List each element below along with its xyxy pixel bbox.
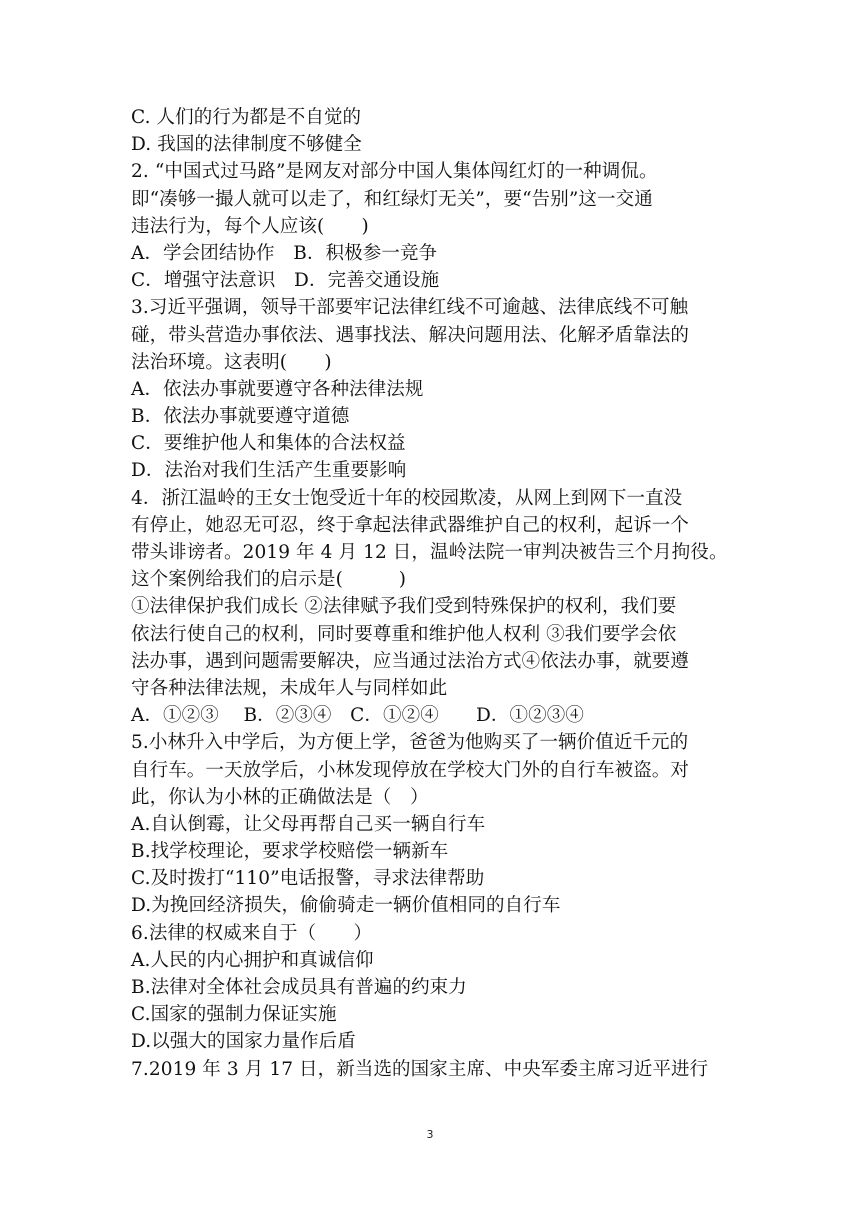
text-line: 2. “中国式过马路”是网友对部分中国人集体闯红灯的一种调侃。: [131, 161, 658, 183]
text-line: 4．浙江温岭的王女士饱受近十年的校园欺凌，从网上到网下一直没: [131, 487, 683, 509]
text-line: ①法律保护我们成长 ②法律赋予我们受到特殊保护的权利，我们要: [131, 596, 677, 618]
text-line: 这个案例给我们的启示是( ): [131, 569, 407, 591]
text-line: C.及时拨打“110”电话报警，寻求法律帮助: [131, 868, 485, 890]
text-line: A．依法办事就要遵守各种法律法规: [131, 378, 424, 400]
text-line: A．①②③ B．②③④ C．①②④ D．①②③④: [131, 705, 584, 727]
text-line: 7.2019 年 3 月 17 日，新当选的国家主席、中央军委主席习近平进行: [131, 1058, 709, 1080]
text-line: 带头诽谤者。2019 年 4 月 12 日，温岭法院一审判决被告三个月拘役。: [131, 542, 728, 563]
text-line: B．依法办事就要遵守道德: [131, 406, 350, 428]
text-line: A．学会团结协作 B．积极参一竞争: [131, 242, 438, 264]
text-line: 5.小林升入中学后，为方便上学，爸爸为他购买了一辆价值近千元的: [131, 732, 689, 754]
text-line: 违法行为，每个人应该( ): [131, 215, 369, 237]
text-line: 6.法律的权威来自于（ ）: [131, 922, 373, 944]
page-number: 3: [426, 1128, 434, 1141]
text-line: 此，你认为小林的正确做法是（ ）: [131, 786, 429, 808]
text-line: D. 我国的法律制度不够健全: [131, 134, 362, 156]
text-line: 守各种法律法规，未成年人与同样如此: [131, 677, 448, 699]
text-line: A.自认倒霉，让父母再帮自己买一辆自行车: [131, 813, 486, 835]
text-line: 自行车。一天放学后，小林发现停放在学校大门外的自行车被盗。对: [131, 759, 690, 781]
text-line: B.法律对全体社会成员具有普遍的约束力: [131, 977, 467, 998]
text-line: D.为挽回经济损失，偷偷骑走一辆价值相同的自行车: [131, 895, 561, 917]
text-line: 碰，带头营造办事依法、遇事找法、解决问题用法、化解矛盾靠法的: [131, 324, 690, 346]
text-line: C. 人们的行为都是不自觉的: [131, 107, 362, 128]
text-line: C．要维护他人和集体的合法权益: [131, 433, 406, 455]
text-line: 即“凑够一撮人就可以走了，和红绿灯无关”，要“告别”这一交通: [131, 188, 653, 210]
text-line: 法办事，遇到问题需要解决，应当通过法治方式④依法办事，就要遵: [131, 650, 690, 672]
text-line: C．增强守法意识 D．完善交通设施: [131, 270, 440, 292]
text-line: 法治环境。这表明( ): [131, 351, 332, 373]
text-line: 有停止，她忍无可忍，终于拿起法律武器维护自己的权利，起诉一个: [131, 514, 690, 536]
text-line: D．法治对我们生活产生重要影响: [131, 460, 407, 482]
text-line: A.人民的内心拥护和真诚信仰: [131, 949, 374, 971]
text-line: 依法行使自己的权利，同时要尊重和维护他人权利 ③我们要学会依: [131, 623, 677, 645]
text-line: B.找学校理论，要求学校赔偿一辆新车: [131, 841, 449, 863]
text-line: C.国家的强制力保证实施: [131, 1004, 337, 1026]
document-body: [131, 104, 741, 1083]
text-line: D.以强大的国家力量作后盾: [131, 1031, 356, 1053]
text-line: 3.习近平强调，领导干部要牢记法律红线不可逾越、法律底线不可触: [131, 297, 689, 319]
